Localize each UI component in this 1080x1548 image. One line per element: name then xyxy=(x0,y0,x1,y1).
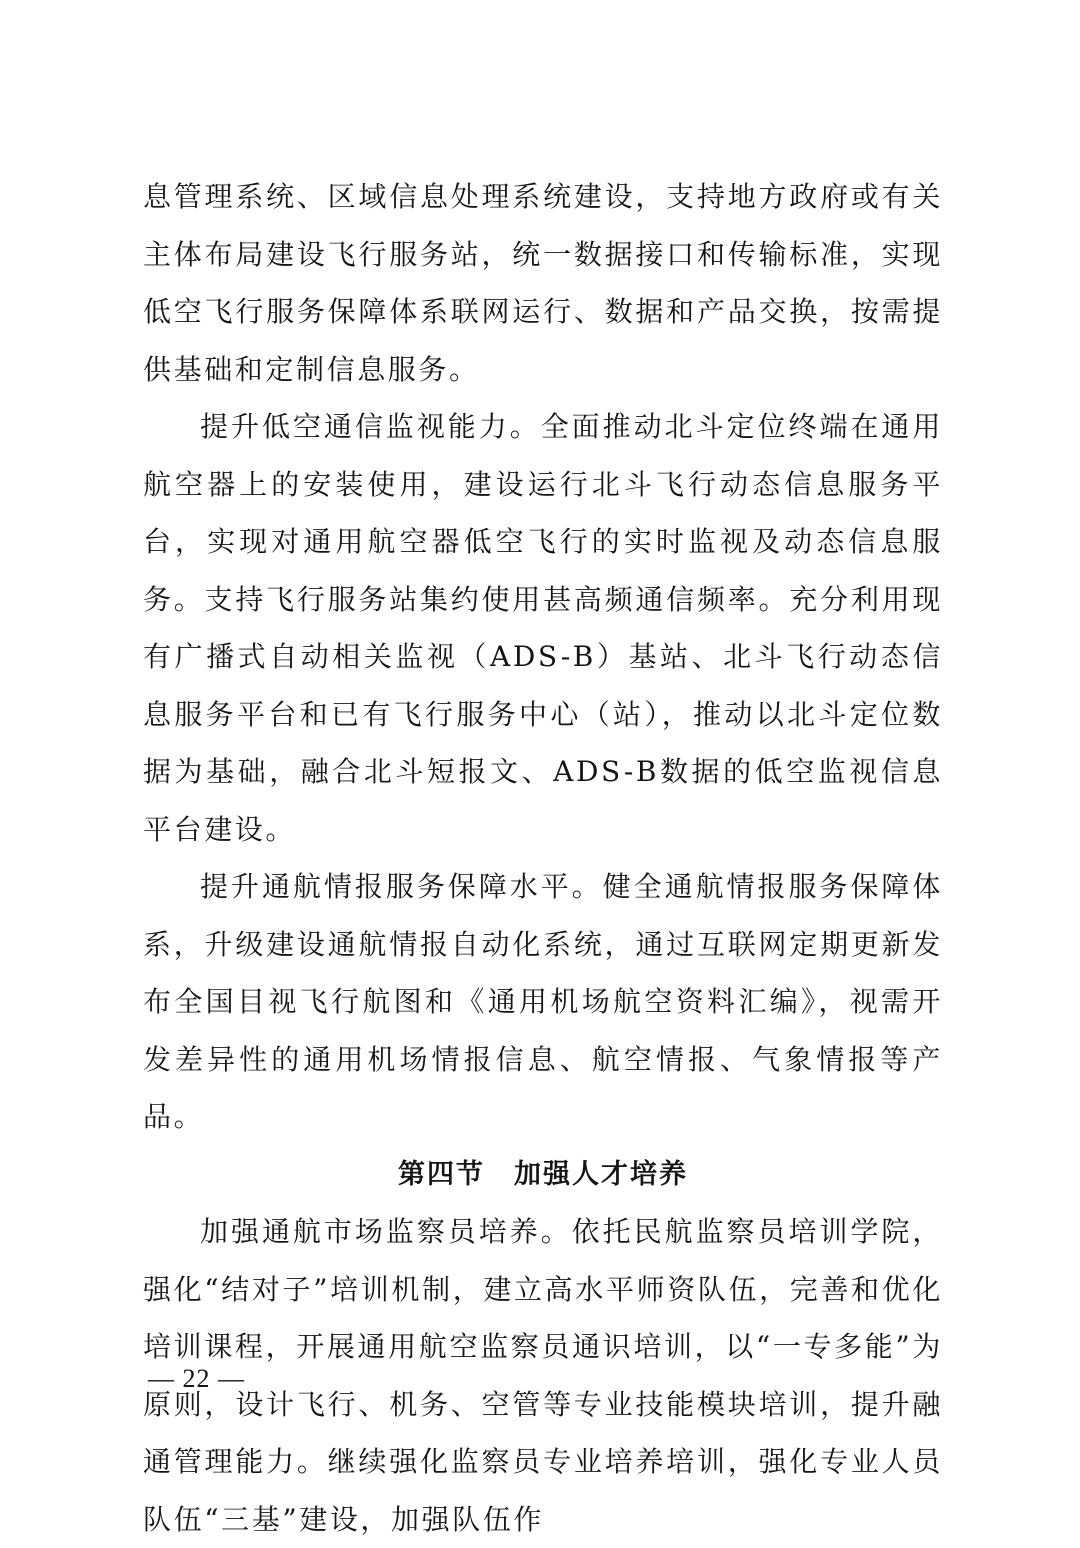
page-number: — 22 — xyxy=(148,1364,245,1393)
paragraph-continued: 息管理系统、区域信息处理系统建设，支持地方政府或有关主体布局建设飞行服务站，统一数据接口和传输标准，实现低空飞行服务保障体系联网运行、数据和产品交换，按需提供基础和定制信息服务。 xyxy=(143,180,943,386)
paragraph-communication-surveillance: 提升低空通信监视能力。全面推动北斗定位终端在通用航空器上的安装使用，建设运行北斗飞行动态信息服务平台，实现对通用航空器低空飞行的实时监视及动态信息服务。支持飞行服务站集约使用甚高频通信频率。充分利用现有广播式自动相关监视（ADS-B）基站、北斗飞行动态信息服务平台和已有飞行服务中心（站），推动以北斗定位数据为基础，融合北斗短报文、ADS-B数据的低空监视信息平台建设。 xyxy=(143,410,943,846)
paragraph-intelligence-service: 提升通航情报服务保障水平。健全通航情报服务保障体系，升级建设通航情报自动化系统，通过互联网定期更新发布全国目视飞行航图和《通用机场航空资料汇编》，视需开发差异性的通用机场情报信息、航空情报、气象情报等产品。 xyxy=(143,870,943,1133)
paragraph-inspector-training: 加强通航市场监察员培养。依托民航监察员培训学院，强化“结对子”培训机制，建立高水平师资队伍，完善和优化培训课程，开展通用航空监察员通识培训，以“一专多能”为原则，设计飞行、机务、空管等专业技能模块培训，提升融通管理能力。继续强化监察员专业培养培训，强化专业人员队伍“三基”建设，加强队伍作 xyxy=(143,1215,943,1536)
page-body xyxy=(143,168,943,1548)
section-heading: 第四节 加强人才培养 xyxy=(398,1158,688,1190)
